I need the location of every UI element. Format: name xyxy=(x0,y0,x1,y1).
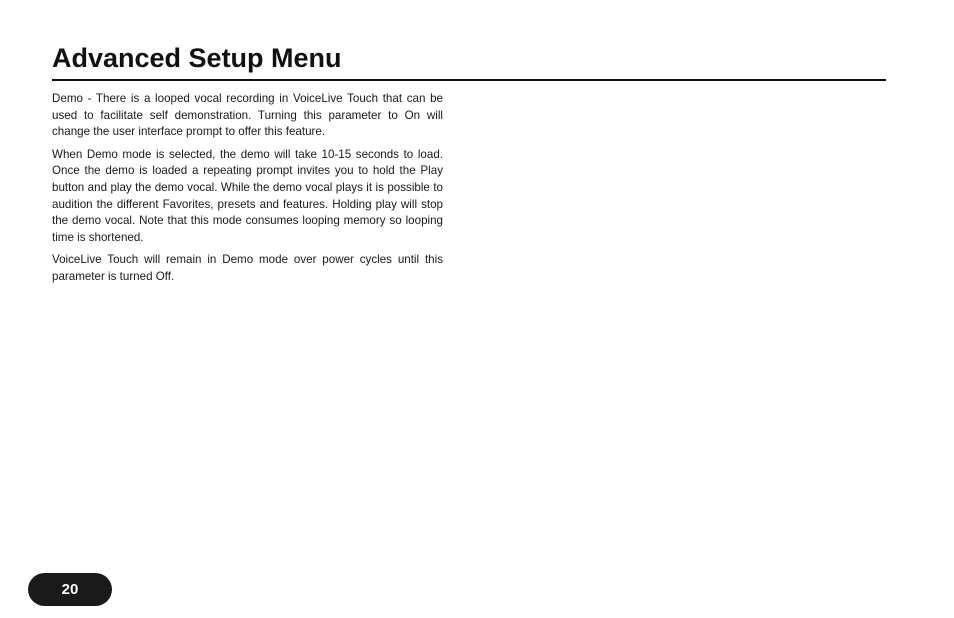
paragraph-power-cycles: VoiceLive Touch will remain in Demo mode over power cycles until this parameter is turned Off. xyxy=(52,253,443,283)
page-title: Advanced Setup Menu xyxy=(52,43,342,73)
paragraph-demo-mode: When Demo mode is selected, the demo will take 10-15 seconds to load. Once the demo is loaded a repeating prompt invites you to hold the Play button and play the demo vocal. While the demo vocal plays it is possible to audition the different Favorites, presets and features. Holding play will stop the demo vocal. Note that this mode consumes looping memory so looping time is shortened. xyxy=(52,147,443,244)
paragraph-demo-intro: Demo - There is a looped vocal recording in VoiceLive Touch that can be used to facilitate self demonstration. Turning this parameter to On will change the user interface prompt to offer this feature. xyxy=(52,92,443,139)
page-number: 20 xyxy=(61,581,79,598)
title-divider xyxy=(52,79,886,81)
page-number-badge xyxy=(28,573,112,606)
body-text-column xyxy=(52,91,443,292)
